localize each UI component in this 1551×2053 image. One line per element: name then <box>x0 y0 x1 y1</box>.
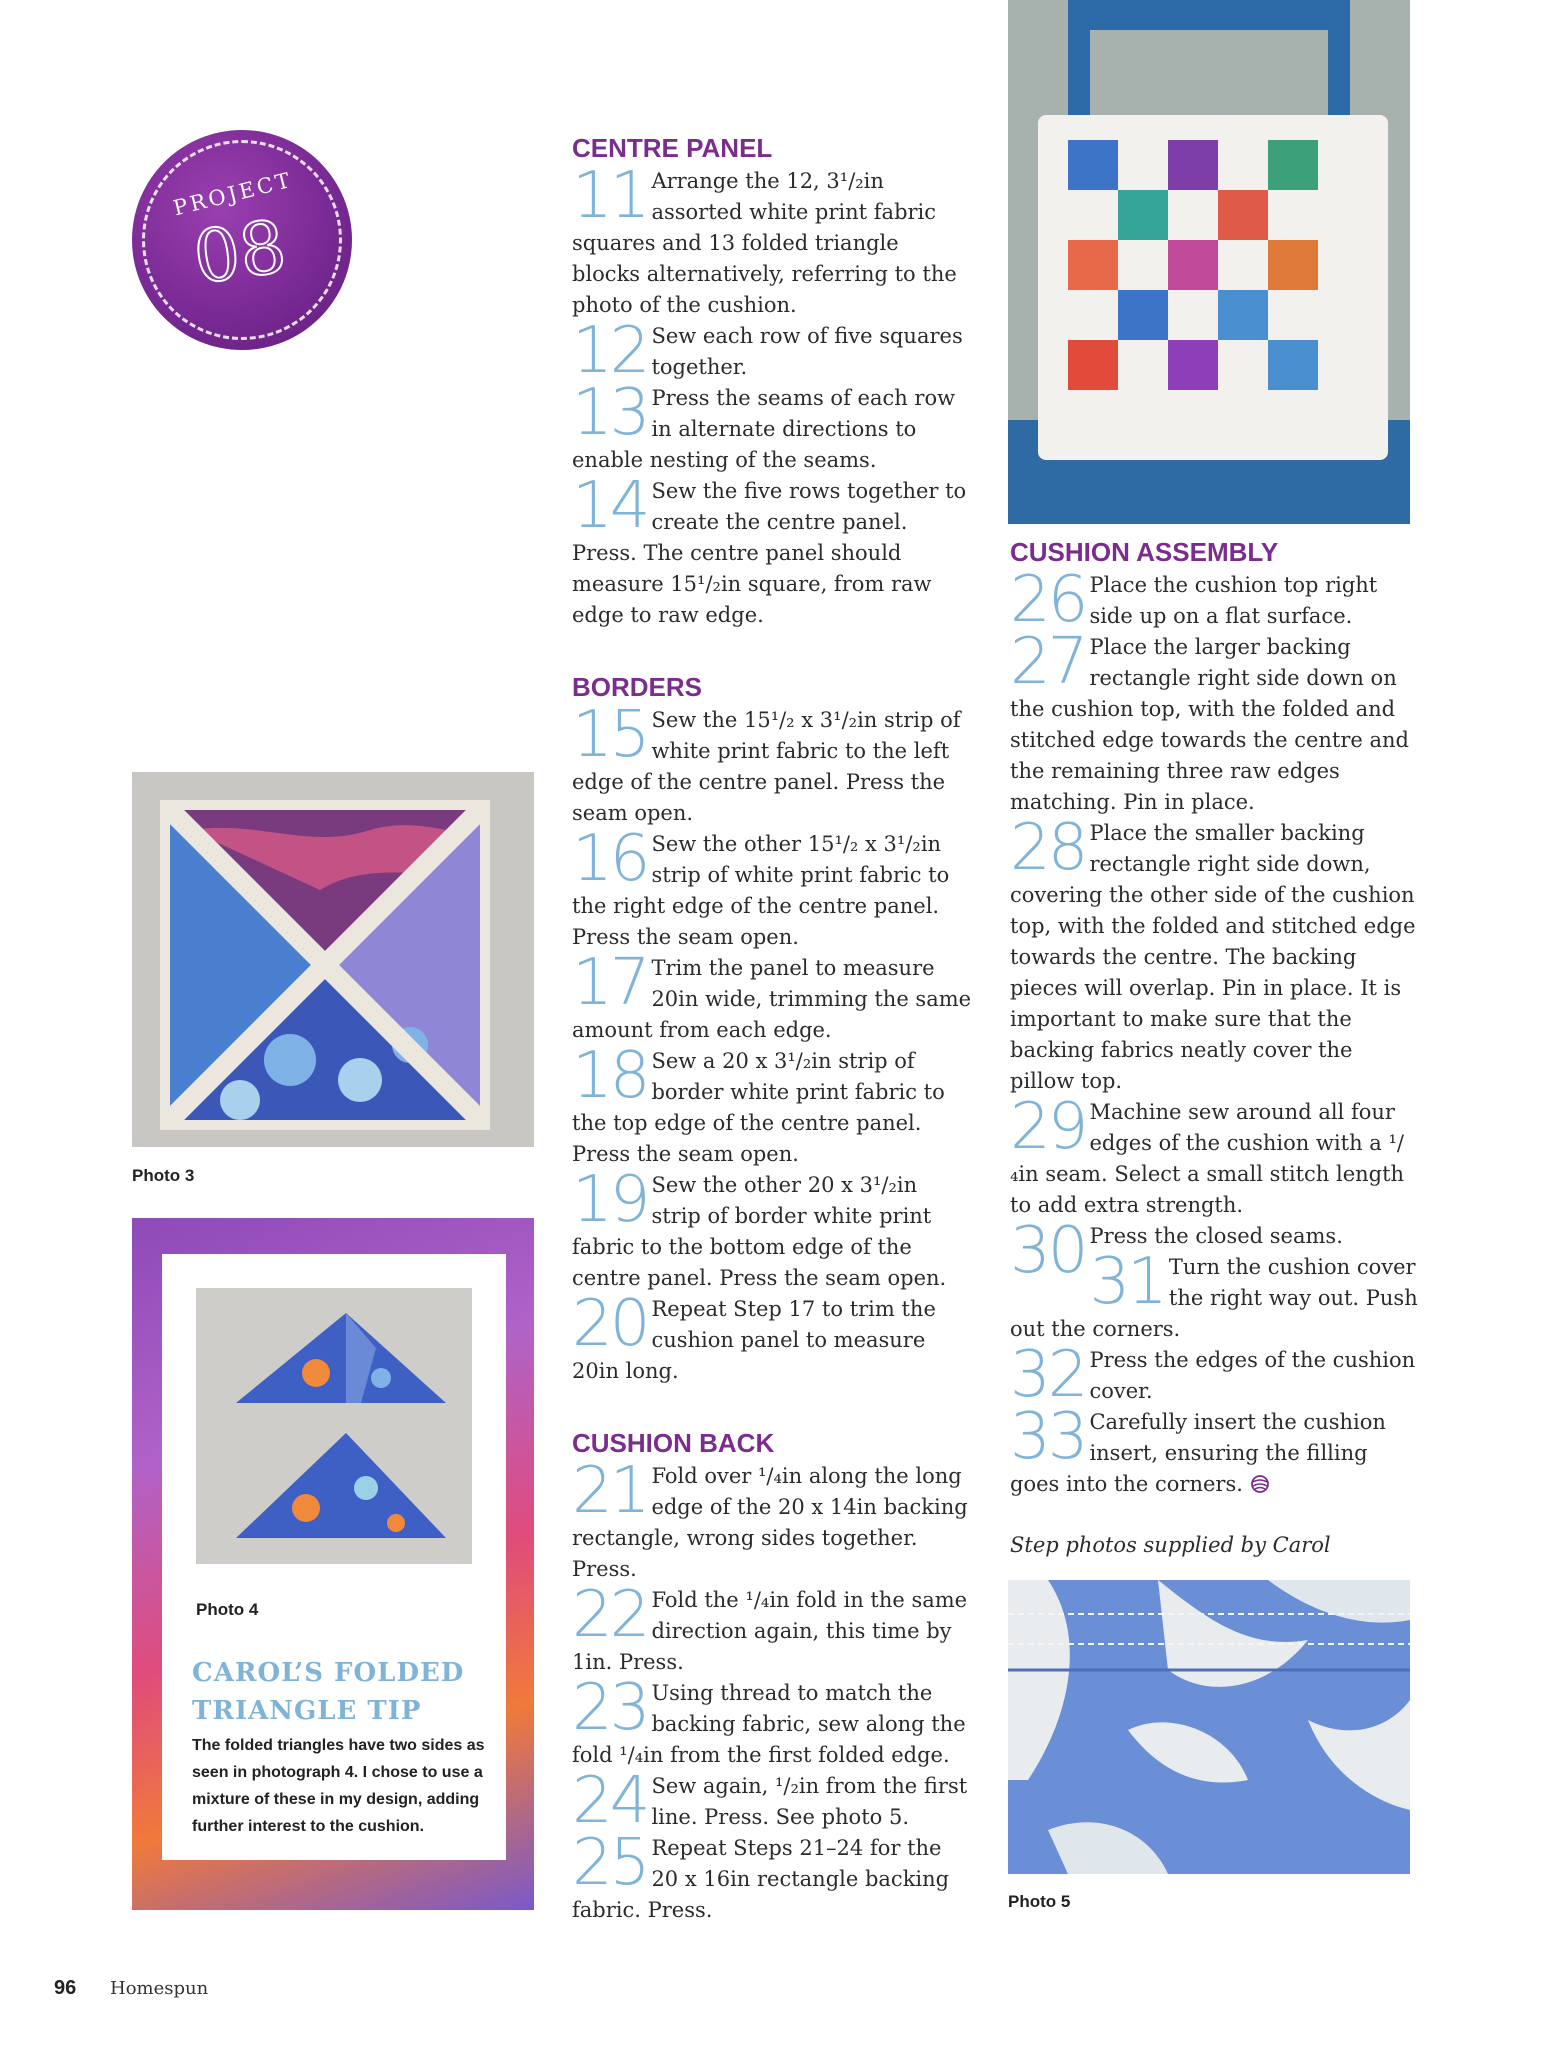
step-number: 25 <box>572 1826 648 1900</box>
folded-triangles-icon <box>196 1288 472 1564</box>
borders-heading: BORDERS <box>572 672 703 702</box>
step-text: Sew the other 20 x 3¹/₂in strip of border white print fabric to the bottom edge of the centre panel. Press the seam open. <box>572 1173 947 1290</box>
folded-triangle-block-image <box>160 800 490 1130</box>
step-23 <box>572 1671 972 1771</box>
step-text: Place the larger backing rectangle right side down on the cushion top, with the folded and stitched edge towards the centre and the remaining three raw edges matching. Pin in place. <box>1010 635 1409 814</box>
step-text: Fold over ¹/₄in along the long edge of the 20 x 14in backing rectangle, wrong sides together. Press. <box>572 1464 968 1581</box>
step-number: 24 <box>572 1764 648 1838</box>
column-middle <box>572 132 972 1926</box>
step-number: 21 <box>572 1454 648 1528</box>
step-16 <box>572 822 972 953</box>
step-32 <box>1010 1338 1420 1412</box>
step-text: Using thread to match the backing fabric, sew along the fold ¹/₄in from the first folded edge. <box>572 1681 966 1767</box>
step-number: 16 <box>572 822 648 896</box>
step-14 <box>572 469 972 631</box>
step-text: Press the edges of the cushion cover. <box>1089 1348 1416 1403</box>
step-text: Press the seams of each row in alternate directions to enable nesting of the seams. <box>572 386 956 472</box>
step-text: Place the cushion top right side up on a flat surface. <box>1089 573 1378 628</box>
photo-5-caption: Photo 5 <box>1008 1892 1071 1911</box>
step-text: Repeat Steps 21–24 for the 20 x 16in rectangle backing fabric. Press. <box>572 1836 950 1922</box>
step-number: 23 <box>572 1671 648 1745</box>
photo-3 <box>132 772 534 1147</box>
step-15 <box>572 698 972 829</box>
step-text: Sew the other 15¹/₂ x 3¹/₂in strip of white print fabric to the right edge of the centre panel. Press the seam open. <box>572 832 950 949</box>
step-text: Sew the five rows together to create the centre panel. Press. The centre panel should measure 15¹/₂in square, from raw edge to raw edge. <box>572 479 967 627</box>
step-19 <box>572 1163 972 1294</box>
step-29 <box>1010 1090 1420 1221</box>
step-11 <box>572 159 972 321</box>
step-26 <box>1010 563 1420 637</box>
step-number: 29 <box>1010 1090 1086 1164</box>
step-number: 12 <box>572 314 648 388</box>
step-number: 17 <box>572 946 648 1020</box>
tip-body: The folded triangles have two sides as seen in photograph 4. I chose to use a mixture of these in my design, adding further interest to the cushion. <box>192 1737 485 1835</box>
step-12 <box>572 314 972 388</box>
step-text: Place the smaller backing rectangle right side down, covering the other side of the cushion top, with the folded and stitched edge towards the centre. The backing pieces will overlap. Pin in place. It is important to make sure that the backing fabrics neatly cover the pillow top. <box>1010 821 1416 1093</box>
step-20 <box>572 1287 972 1387</box>
step-text: Arrange the 12, 3¹/₂in assorted white print fabric squares and 13 folded triangle blocks alternatively, referring to the photo of the cushion. <box>572 169 957 317</box>
photo-5 <box>1008 1580 1410 1874</box>
patchwork-grid-icon <box>1068 140 1318 390</box>
step-27 <box>1010 625 1420 818</box>
photo-4-caption: Photo 4 <box>196 1600 259 1619</box>
yarn-ball-icon <box>1250 1474 1270 1494</box>
step-number: 26 <box>1010 563 1086 637</box>
project-badge <box>132 130 352 350</box>
step-text: Machine sew around all four edges of the cushion with a ¹/₄in seam. Select a small stitch length to add extra strength. <box>1010 1100 1405 1217</box>
step-25 <box>572 1826 972 1926</box>
step-18 <box>572 1039 972 1170</box>
step-number: 14 <box>572 469 648 543</box>
step-number: 32 <box>1010 1338 1086 1412</box>
step-number: 28 <box>1010 811 1086 885</box>
cushion-back-heading: CUSHION BACK <box>572 1428 775 1458</box>
step-text: Fold the ¹/₄in fold in the same direction again, this time by 1in. Press. <box>572 1588 968 1674</box>
step-text: Repeat Step 17 to trim the cushion panel to measure 20in long. <box>572 1297 936 1383</box>
photo-3-caption: Photo 3 <box>132 1166 195 1185</box>
cushion-image-icon <box>1008 0 1410 524</box>
tip-title: CAROL’S FOLDED TRIANGLE TIP <box>192 1658 465 1726</box>
photo-4 <box>196 1288 472 1564</box>
step-24 <box>572 1764 972 1838</box>
badge-label: PROJECT <box>170 167 296 221</box>
step-number: 15 <box>572 698 648 772</box>
step-13 <box>572 376 972 476</box>
tip-box <box>132 1218 534 1910</box>
column-right <box>1010 536 1420 1561</box>
badge-number: 08 <box>188 204 292 300</box>
photo-credit: Step photos supplied by Carol <box>1010 1533 1331 1557</box>
step-number: 22 <box>572 1578 648 1652</box>
step-number: 11 <box>572 159 648 233</box>
step-text: Press the closed seams. <box>1089 1224 1343 1248</box>
step-33 <box>1010 1400 1420 1500</box>
step-22 <box>572 1578 972 1678</box>
step-21 <box>572 1454 972 1585</box>
magazine-name: Homespun <box>110 1978 209 1999</box>
step-text: Carefully insert the cushion insert, ensuring the filling goes into the corners. <box>1010 1410 1386 1496</box>
step-number: 27 <box>1010 625 1086 699</box>
step-number: 19 <box>572 1163 648 1237</box>
step-text: Sew again, ¹/₂in from the first line. Press. See photo 5. <box>651 1774 968 1829</box>
step-text: Trim the panel to measure 20in wide, trimming the same amount from each edge. <box>572 956 972 1042</box>
step-number: 20 <box>572 1287 648 1361</box>
step-number: 13 <box>572 376 648 450</box>
cushion-photo <box>1008 0 1410 524</box>
step-28 <box>1010 811 1420 1097</box>
step-text: Turn the cushion cover the right way out. Push out the corners. <box>1010 1255 1418 1341</box>
step-number: 30 <box>1010 1214 1086 1288</box>
tip-card <box>162 1254 506 1860</box>
cushion-assembly-heading: CUSHION ASSEMBLY <box>1010 537 1279 567</box>
step-17 <box>572 946 972 1046</box>
step-text: Sew each row of five squares together. <box>651 324 963 379</box>
centre-panel-heading: CENTRE PANEL <box>572 133 773 163</box>
page-number: 96 <box>54 1977 77 1999</box>
backing-fabric-icon <box>1008 1580 1410 1874</box>
step-text: Sew a 20 x 3¹/₂in strip of border white print fabric to the top edge of the centre panel. Press the seam open. <box>572 1049 945 1166</box>
step-number: 33 <box>1010 1400 1086 1474</box>
block-pattern-icon <box>170 810 480 1120</box>
step-text: Sew the 15¹/₂ x 3¹/₂in strip of white print fabric to the left edge of the centre panel. Press the seam open. <box>572 708 961 825</box>
step-number: 31 <box>1089 1245 1165 1319</box>
step-number: 18 <box>572 1039 648 1113</box>
